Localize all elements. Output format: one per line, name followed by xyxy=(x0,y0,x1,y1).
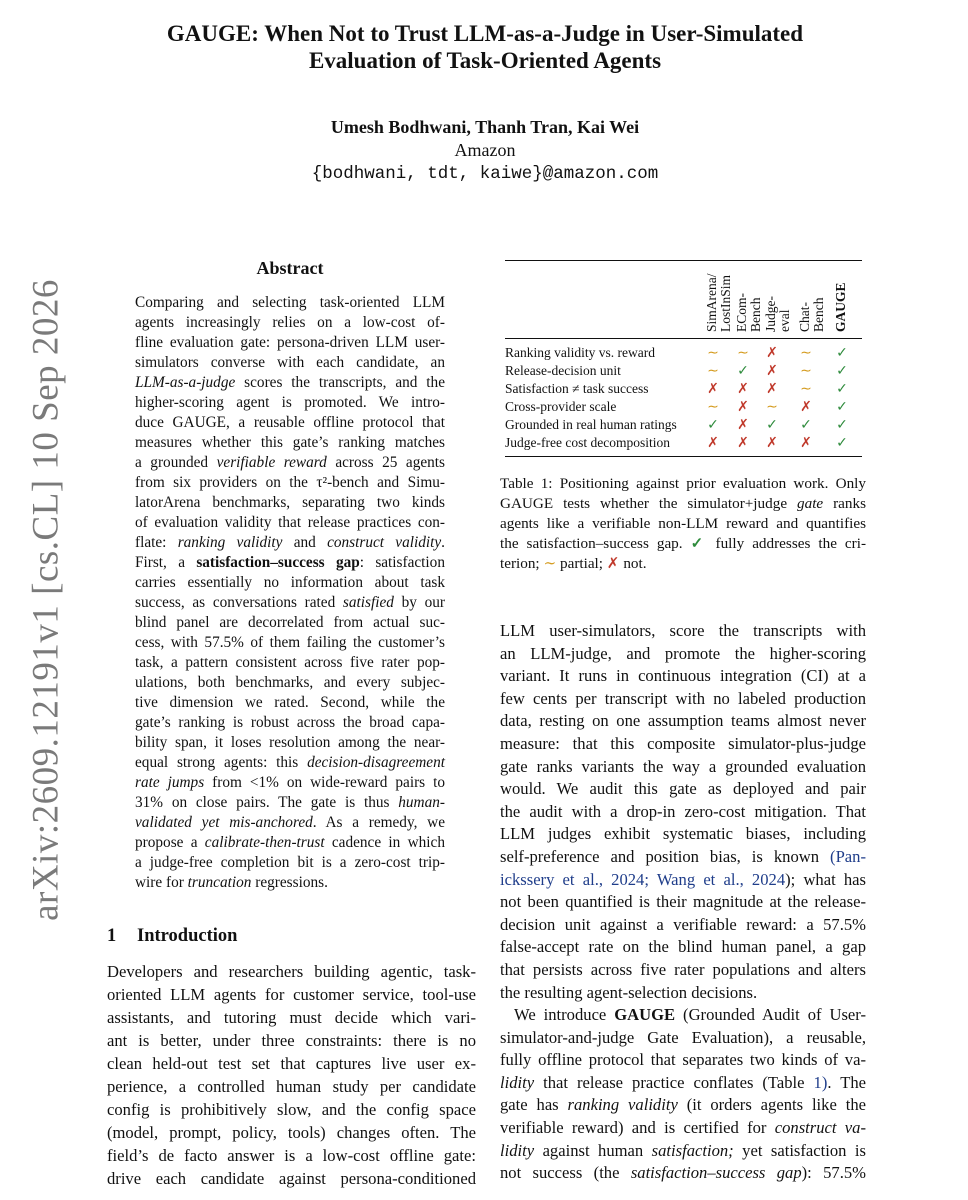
mark-partial-icon: ∼ xyxy=(707,345,719,361)
text-line: Comparing and selecting task-oriented LLM xyxy=(135,294,445,311)
table-criterion: Grounded in real human ratings xyxy=(505,417,677,432)
mark-full-icon: ✓ xyxy=(836,363,848,379)
title-line: GAUGE: When Not to Trust LLM-as-a-Judge in User-Simulated xyxy=(166,21,804,46)
text-line: measures whether this gate’s ranking matches xyxy=(135,434,445,451)
text-line: self-preference and position bias, is known (Pan- xyxy=(500,846,866,866)
table-column-header xyxy=(764,296,792,332)
text-line: assistants, and tutoring must decide which vari- xyxy=(107,1008,476,1027)
text-line: gate ranks variants the way a grounded evaluation xyxy=(500,756,866,776)
mark-partial-icon: ∼ xyxy=(737,345,749,361)
column-header-line: GAUGE xyxy=(833,282,848,332)
right-column-body xyxy=(500,620,866,1185)
author-names: Umesh Bodhwani, Thanh Tran, Kai Wei xyxy=(330,117,640,137)
text-line: LLM-as-a-judge scores the transcripts, and the xyxy=(135,374,445,391)
text-line: false-accept rate on the blind human panel, a gap xyxy=(500,937,866,957)
table-criterion: Ranking validity vs. reward xyxy=(505,345,655,360)
text-line: agents increasingly relies on a low-cost of- xyxy=(135,314,445,331)
table-bottom-rule xyxy=(505,456,862,457)
text-line: LLM user-simulators, score the transcripts with xyxy=(500,621,866,640)
text-line: fully offline protocol that separates two kinds of va- xyxy=(500,1050,866,1070)
text-line: Developers and researchers building agentic, task- xyxy=(107,962,476,981)
table-row xyxy=(505,362,862,380)
mark-not-icon: ✗ xyxy=(737,399,749,415)
text-line: higher-scoring agent is promoted. We intro- xyxy=(135,394,445,411)
text-line: success, as conversations rated satisfied by our xyxy=(135,594,446,611)
author-email[interactable]: {bodhwani, tdt, kaiwe}@amazon.com xyxy=(311,164,659,184)
text-line: measure: that this composite simulator-plus-judge xyxy=(500,733,866,753)
mark-full-icon: ✓ xyxy=(836,399,848,415)
text-line: 31% on close pairs. The gate is thus human- xyxy=(135,794,445,811)
text-line: We introduce GAUGE (Grounded Audit of User- xyxy=(514,1005,866,1025)
author-block xyxy=(100,116,870,186)
mark-full-icon: ✓ xyxy=(800,417,812,433)
text-line: config is prohibitively slow, and the config space xyxy=(107,1100,476,1119)
text-line: from six providers on the τ²-bench and Simu- xyxy=(135,474,445,491)
paper-title xyxy=(100,20,870,74)
text-line: rate jumps from <1% on wide-reward pairs to xyxy=(135,774,446,791)
text-line: few cents per transcript with no labeled production xyxy=(500,688,866,708)
text-line: ickssery et al., 2024; Wang et al., 2024); what has xyxy=(500,869,866,889)
mark-not-icon: ✗ xyxy=(800,399,812,415)
title-line: Evaluation of Task-Oriented Agents xyxy=(308,48,662,73)
column-header-line: eval xyxy=(777,309,792,332)
text-line: lidity against human satisfaction; yet satisfaction is xyxy=(500,1140,866,1160)
mark-full-icon: ✓ xyxy=(836,435,848,451)
text-line: agents like a verifiable non-LLM reward and quantifies xyxy=(500,515,866,532)
text-line: gate’s ranking is robust across the broad capa- xyxy=(135,714,445,731)
text-line: perience, a controlled human study per candidate xyxy=(107,1077,476,1096)
table-criterion: Judge-free cost decomposition xyxy=(505,435,670,450)
text-line: lidity that release practice conflates (Table 1). The xyxy=(500,1072,866,1092)
text-line: oriented LLM agents for customer service, tool-use xyxy=(107,985,476,1004)
mark-partial-icon: ∼ xyxy=(800,381,812,397)
text-line: tive dimension we rated. Second, while the xyxy=(135,694,445,711)
mark-full-icon: ✓ xyxy=(836,381,848,397)
text-line: ulations, both benchmarks, and every subjec- xyxy=(135,674,445,691)
table-row xyxy=(505,434,862,452)
column-header-line: Judge- xyxy=(763,296,778,332)
text-line: field’s de facto answer is a low-cost offline gate: xyxy=(107,1146,476,1165)
text-line: (model, prompt, policy, tools) changes often. The xyxy=(107,1123,476,1142)
mark-partial-icon: ∼ xyxy=(707,363,719,379)
text-line: data, resting on one assumption teams almost never xyxy=(500,711,866,731)
text-line: duce GAUGE, a reusable offline protocol that xyxy=(135,414,445,431)
text-line: validated yet mis-anchored. As a remedy, we xyxy=(135,814,445,831)
text-line: terion; ∼ partial; ✗ not. xyxy=(500,555,647,572)
mark-not-icon: ✗ xyxy=(766,435,778,451)
text-line: ant is better, under three constraints: there is no xyxy=(107,1031,476,1050)
mark-full-icon: ✓ xyxy=(707,417,719,433)
text-line: clean held-out test set that captures live user ex- xyxy=(107,1054,476,1073)
table-criterion: Cross-provider scale xyxy=(505,399,617,414)
text-line: of evaluation validity that release practices con- xyxy=(135,514,445,531)
table-mid-rule xyxy=(505,338,862,339)
table-column-header xyxy=(705,274,733,333)
mark-not-icon: ✗ xyxy=(737,381,749,397)
mark-not-icon: ✗ xyxy=(707,435,719,451)
abstract-heading: Abstract xyxy=(256,258,324,278)
table-row xyxy=(505,380,862,398)
table-row xyxy=(505,344,862,362)
column-header-line: SimArena/ xyxy=(704,273,719,332)
text-line: wire for truncation regressions. xyxy=(135,874,328,891)
mark-partial-icon: ∼ xyxy=(707,399,719,415)
text-line: a judge-free completion bit is a zero-cost trip- xyxy=(135,854,445,871)
abstract-body xyxy=(135,293,445,893)
column-header-line: Bench xyxy=(748,297,763,332)
column-header-line: ECom- xyxy=(734,293,749,332)
table-top-rule xyxy=(505,260,862,261)
mark-not-icon: ✗ xyxy=(766,345,778,361)
mark-not-icon: ✗ xyxy=(800,435,812,451)
text-line: drive each candidate against persona-conditioned xyxy=(107,1169,476,1188)
mark-full-icon: ✓ xyxy=(836,417,848,433)
author-affiliation: Amazon xyxy=(454,140,516,160)
text-line: the satisfaction–success gap. ✓ fully addresses the cri- xyxy=(500,535,867,552)
table-column-header xyxy=(798,298,826,333)
table-criterion: Satisfaction ≠ task success xyxy=(505,381,649,396)
text-line: propose a calibrate-then-trust cadence in which xyxy=(135,834,445,851)
mark-not-icon: ✗ xyxy=(737,417,749,433)
text-line: cess, with 57.5% of them failing the customer’s xyxy=(135,634,445,651)
section-heading-introduction xyxy=(107,926,237,947)
text-line: an LLM-judge, and promote the higher-scoring xyxy=(500,643,866,663)
intro-body xyxy=(107,960,476,1190)
mark-not-icon: ✗ xyxy=(707,381,719,397)
text-line: simulators converse with each candidate, an xyxy=(135,354,445,371)
text-line: latorArena benchmarks, separating two kinds xyxy=(135,494,445,511)
table-column-header xyxy=(735,293,763,332)
column-header-line: Chat- xyxy=(797,302,812,332)
text-line: gate has ranking validity (it orders agents like the xyxy=(500,1095,866,1115)
text-line: the audit with a drop-in zero-cost mitigation. That xyxy=(500,801,866,821)
text-line: First, a satisfaction–success gap: satisfaction xyxy=(135,554,445,571)
section-number: 1 xyxy=(107,926,117,946)
table-column-header xyxy=(834,282,848,332)
text-line: GAUGE tests whether the simulator+judge gate ranks xyxy=(500,495,866,512)
text-line: carries essentially no information about task xyxy=(135,574,445,591)
text-line: a grounded verifiable reward across 25 agents xyxy=(135,454,445,471)
mark-full-icon: ✓ xyxy=(766,417,778,433)
text-line: equal strong agents: this decision-disagreement xyxy=(135,754,445,771)
mark-not-icon: ✗ xyxy=(766,381,778,397)
text-line: not been quantified is their magnitude at the release- xyxy=(500,892,866,912)
text-line: Table 1: Positioning against prior evaluation work. Only xyxy=(500,475,866,492)
section-title: Introduction xyxy=(137,926,238,946)
text-line: verifiable reward) and is certified for construct va- xyxy=(500,1118,866,1138)
text-line: LLM judges exhibit systematic biases, including xyxy=(500,824,866,844)
table-row xyxy=(505,398,862,416)
text-line: that persists across five rater populations and alters xyxy=(500,959,866,979)
mark-partial-icon: ∼ xyxy=(766,399,778,415)
text-line: not success (the satisfaction–success gap): 57.5% xyxy=(500,1163,866,1183)
text-line: would. We audit this gate as deployed and pair xyxy=(500,779,866,799)
mark-not-icon: ✗ xyxy=(737,435,749,451)
mark-full-icon: ✓ xyxy=(836,345,848,361)
column-header-line: LostInSim xyxy=(718,274,733,332)
text-line: the resulting agent-selection decisions. xyxy=(500,982,758,1002)
text-line: flate: ranking validity and construct validity. xyxy=(135,534,445,551)
table-criterion: Release-decision unit xyxy=(505,363,621,378)
text-line: variant. It runs in continuous integration (CI) at a xyxy=(500,666,866,686)
table-caption xyxy=(500,474,866,574)
text-line: bility span, it loses resolution among the near- xyxy=(135,734,445,751)
text-line: fline evaluation gate: persona-driven LLM user- xyxy=(135,334,445,351)
mark-partial-icon: ∼ xyxy=(800,363,812,379)
table-row xyxy=(505,416,862,434)
text-line: task, a pattern consistent across five rater pop- xyxy=(135,654,445,671)
text-line: simulator-and-judge Gate Evaluation), a reusable, xyxy=(500,1027,866,1047)
mark-not-icon: ✗ xyxy=(766,363,778,379)
mark-full-icon: ✓ xyxy=(737,363,749,379)
column-header-line: Bench xyxy=(811,297,826,332)
text-line: decision unit against a verifiable reward: a 57.5% xyxy=(500,914,866,934)
mark-partial-icon: ∼ xyxy=(800,345,812,361)
arxiv-stamp: arXiv:2609.12191v1 [cs.CL] 10 Sep 2026 xyxy=(25,279,67,921)
text-line: blind panel are decorrelated from actual suc- xyxy=(135,614,445,631)
